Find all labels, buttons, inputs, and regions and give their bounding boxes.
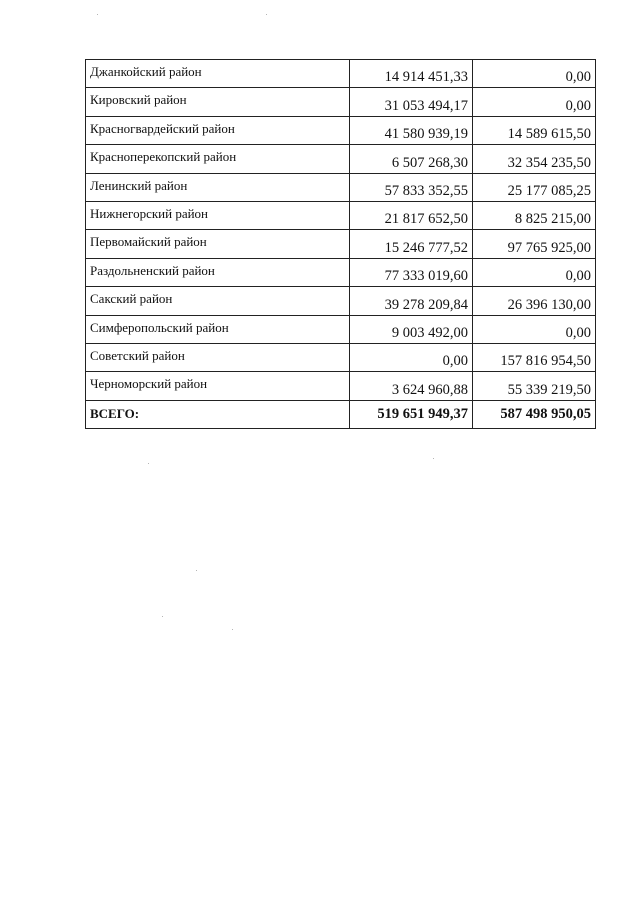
district-name-cell: Первомайский район [86,230,350,258]
amount-cell: 8 825 215,00 [473,201,596,229]
district-name-cell: Черноморский район [86,372,350,400]
table-row [86,315,596,343]
table-row [86,201,596,229]
total-label-cell: ВСЕГО: [86,400,350,428]
amount-cell: 57 833 352,55 [350,173,473,201]
amount-cell: 77 333 019,60 [350,258,473,286]
amount-cell: 0,00 [473,315,596,343]
amount-cell: 0,00 [473,60,596,88]
district-budget-table [85,59,596,429]
table-row [86,116,596,144]
district-name-cell: Симферопольский район [86,315,350,343]
table-row [86,60,596,88]
amount-cell: 55 339 219,50 [473,372,596,400]
amount-cell: 41 580 939,19 [350,116,473,144]
scan-speck [97,14,98,15]
district-name-cell: Ленинский район [86,173,350,201]
district-name-cell: Красноперекопский район [86,145,350,173]
table-row [86,258,596,286]
table-row [86,173,596,201]
scan-speck [266,14,267,15]
district-name-cell: Джанкойский район [86,60,350,88]
table-row [86,88,596,116]
amount-cell: 14 914 451,33 [350,60,473,88]
amount-cell: 31 053 494,17 [350,88,473,116]
amount-cell: 0,00 [473,88,596,116]
district-name-cell: Нижнегорский район [86,201,350,229]
amount-cell: 0,00 [350,343,473,371]
amount-cell: 97 765 925,00 [473,230,596,258]
district-name-cell: Раздольненский район [86,258,350,286]
amount-cell: 25 177 085,25 [473,173,596,201]
amount-cell: 14 589 615,50 [473,116,596,144]
district-name-cell: Кировский район [86,88,350,116]
amount-cell: 15 246 777,52 [350,230,473,258]
scan-speck [148,463,149,464]
total-row [86,400,596,428]
scan-speck [232,629,233,630]
amount-cell: 9 003 492,00 [350,315,473,343]
amount-cell: 3 624 960,88 [350,372,473,400]
scan-speck [433,458,434,459]
amount-cell: 21 817 652,50 [350,201,473,229]
amount-cell: 6 507 268,30 [350,145,473,173]
amount-cell: 32 354 235,50 [473,145,596,173]
scan-speck [162,616,163,617]
district-name-cell: Сакский район [86,287,350,315]
table-row [86,372,596,400]
amount-cell: 157 816 954,50 [473,343,596,371]
table-body [86,60,596,429]
amount-cell: 26 396 130,00 [473,287,596,315]
scan-speck [196,570,197,571]
total-amount-cell: 587 498 950,05 [473,400,596,428]
amount-cell: 0,00 [473,258,596,286]
table-row [86,287,596,315]
district-name-cell: Советский район [86,343,350,371]
total-amount-cell: 519 651 949,37 [350,400,473,428]
table-row [86,145,596,173]
table-row [86,343,596,371]
district-name-cell: Красногвардейский район [86,116,350,144]
amount-cell: 39 278 209,84 [350,287,473,315]
table-row [86,230,596,258]
